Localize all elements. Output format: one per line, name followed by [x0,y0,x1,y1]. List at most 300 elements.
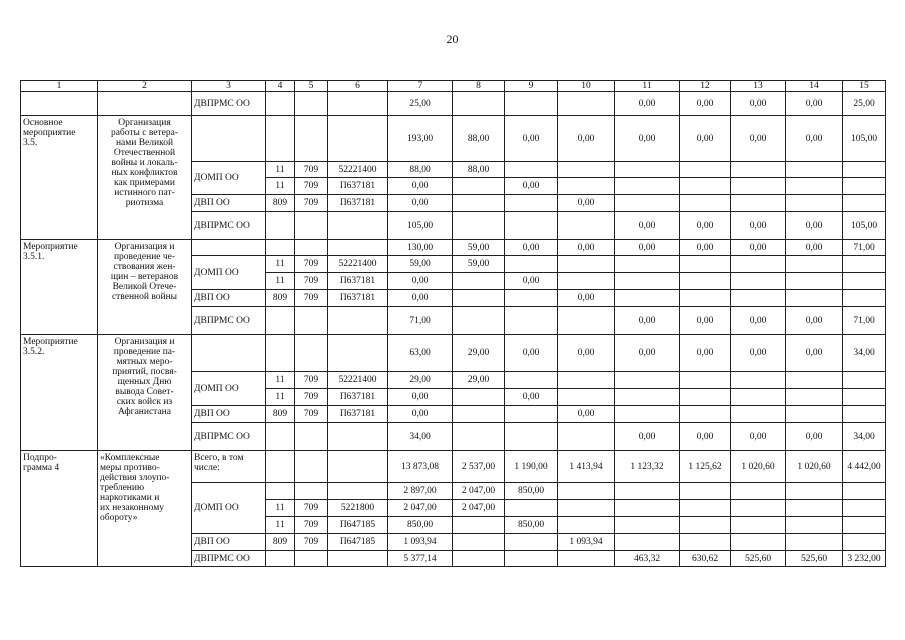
code-cell: 809 [266,534,295,551]
value-cell: 2 047,00 [388,500,453,517]
empty-cell [680,483,731,500]
empty-cell [505,92,558,116]
empty-cell [680,273,731,290]
column-header: 11 [615,81,680,92]
value-cell: 2 047,00 [453,500,505,517]
empty-cell [295,307,328,335]
empty-cell [453,534,505,551]
empty-cell [558,423,615,451]
value-cell: 0,00 [786,116,843,162]
empty-cell [786,290,843,307]
funding-source: ДВП ОО [192,406,266,423]
empty-cell [786,195,843,212]
measure-id [21,116,98,240]
code-cell: 11 [266,256,295,273]
empty-cell [680,389,731,406]
funding-source: ДВПРМС ОО [192,92,266,116]
empty-cell [843,178,886,195]
code-cell: П637181 [328,389,388,406]
empty-cell [786,517,843,534]
value-cell: 5 377,14 [388,551,453,567]
code-cell: 709 [295,372,328,389]
empty-cell [453,517,505,534]
multiline-text: «Комплексные меры противо- действия злоупо- треблению наркотиками и их незаконному обороту» [100,453,170,523]
value-cell: 105,00 [843,116,886,162]
value-cell: 0,00 [731,240,786,256]
value-cell: 0,00 [388,389,453,406]
value-cell: 3 232,00 [843,551,886,567]
code-cell: 11 [266,500,295,517]
value-cell: 0,00 [558,406,615,423]
empty-cell [295,451,328,483]
empty-cell [328,451,388,483]
value-cell: 850,00 [505,483,558,500]
empty-cell [680,162,731,178]
column-header: 13 [731,81,786,92]
value-cell: 1 020,60 [786,451,843,483]
column-header: 4 [266,81,295,92]
empty-cell [731,517,786,534]
empty-cell [266,116,295,162]
column-header: 15 [843,81,886,92]
table-row [21,240,886,256]
funding-source: ДВПРМС ОО [192,551,266,567]
value-cell: 88,00 [453,162,505,178]
empty-cell [615,500,680,517]
empty-cell [453,195,505,212]
value-cell: 0,00 [388,178,453,195]
empty-cell [328,335,388,372]
empty-cell [328,240,388,256]
empty-cell [328,551,388,567]
value-cell: 25,00 [843,92,886,116]
value-cell: 29,00 [388,372,453,389]
empty-cell [505,500,558,517]
empty-cell [328,423,388,451]
table-row [21,81,886,92]
value-cell: 0,00 [558,240,615,256]
empty-cell [328,307,388,335]
empty-cell [786,256,843,273]
empty-cell [615,517,680,534]
empty-cell [615,256,680,273]
code-cell: 11 [266,372,295,389]
page-number: 20 [446,32,459,46]
table-row [21,335,886,372]
table-row [21,116,886,162]
empty-cell [558,372,615,389]
funding-source: ДВПРМС ОО [192,423,266,451]
value-cell: 0,00 [558,290,615,307]
value-cell: 0,00 [731,212,786,240]
empty-cell [328,92,388,116]
code-cell: 52221400 [328,162,388,178]
empty-cell [266,551,295,567]
empty-cell [731,406,786,423]
empty-cell [505,256,558,273]
value-cell: 0,00 [505,116,558,162]
column-header: 8 [453,81,505,92]
measure-title [98,335,192,451]
empty-cell [266,307,295,335]
value-cell: 2 537,00 [453,451,505,483]
empty-cell [266,92,295,116]
column-header: 2 [98,81,192,92]
table-row [21,451,886,483]
empty-cell [453,389,505,406]
code-cell: 11 [266,517,295,534]
empty-cell [731,534,786,551]
measure-id [21,240,98,335]
value-cell: 193,00 [388,116,453,162]
value-cell: 630,62 [680,551,731,567]
value-cell: 59,00 [453,256,505,273]
empty-cell [558,178,615,195]
subprogram-title [98,451,192,567]
value-cell: 0,00 [680,116,731,162]
empty-cell [843,256,886,273]
empty-cell [615,178,680,195]
column-header: 14 [786,81,843,92]
empty-cell [558,212,615,240]
code-cell: 11 [266,389,295,406]
value-cell: 0,00 [615,335,680,372]
empty-cell [558,307,615,335]
value-cell: 1 190,00 [505,451,558,483]
empty-cell [615,483,680,500]
code-cell: 709 [295,162,328,178]
value-cell: 850,00 [505,517,558,534]
empty-cell [680,500,731,517]
value-cell: 0,00 [786,212,843,240]
empty-cell [786,406,843,423]
code-cell: 709 [295,290,328,307]
empty-cell [843,389,886,406]
value-cell: 0,00 [615,116,680,162]
multiline-text: Подпро- грамма 4 [23,453,60,473]
value-cell: 1 125,62 [680,451,731,483]
value-cell: 0,00 [731,307,786,335]
value-cell: 13 873,08 [388,451,453,483]
value-cell: 0,00 [731,116,786,162]
empty-cell [731,500,786,517]
code-cell: 809 [266,406,295,423]
value-cell: 525,60 [786,551,843,567]
measure-title [98,240,192,335]
code-cell: 709 [295,273,328,290]
empty-cell [192,240,266,256]
code-cell: П637181 [328,290,388,307]
empty-cell [843,483,886,500]
code-cell: 52221400 [328,372,388,389]
empty-cell [505,290,558,307]
value-cell: 0,00 [615,212,680,240]
empty-cell [453,423,505,451]
value-cell: 0,00 [505,335,558,372]
code-cell: 11 [266,273,295,290]
empty-cell [266,212,295,240]
value-cell: 105,00 [843,212,886,240]
empty-cell [505,307,558,335]
multiline-text: Основное мероприятие 3.5. [23,118,76,148]
empty-cell [615,534,680,551]
multiline-text: Мероприятие 3.5.1. [23,242,78,262]
empty-cell [453,212,505,240]
table-row [21,92,886,116]
empty-cell [266,451,295,483]
empty-cell [731,483,786,500]
empty-cell [453,307,505,335]
empty-cell [453,406,505,423]
empty-cell [328,212,388,240]
value-cell: 0,00 [680,240,731,256]
value-cell: 0,00 [731,335,786,372]
value-cell: 59,00 [453,240,505,256]
subprogram-id [21,451,98,567]
code-cell: 5221800 [328,500,388,517]
empty-cell [505,406,558,423]
empty-cell [98,92,192,116]
empty-cell [680,534,731,551]
value-cell: 0,00 [505,389,558,406]
empty-cell [505,195,558,212]
empty-cell [615,406,680,423]
code-cell: 709 [295,517,328,534]
multiline-text: Организация работы с ветера- нами Великой Отечественной войны и локаль- ных конфликтов как примерами истинного пат- риотизма [110,118,179,208]
code-cell: П637181 [328,195,388,212]
value-cell: 0,00 [388,195,453,212]
funding-source: ДВПРМС ОО [192,307,266,335]
empty-cell [843,534,886,551]
code-cell: 809 [266,290,295,307]
value-cell: 463,32 [615,551,680,567]
empty-cell [680,372,731,389]
empty-cell [295,116,328,162]
value-cell: 1 020,60 [731,451,786,483]
empty-cell [786,534,843,551]
empty-cell [266,335,295,372]
column-header: 6 [328,81,388,92]
value-cell: 4 442,00 [843,451,886,483]
code-cell: 709 [295,389,328,406]
empty-cell [786,273,843,290]
column-header: 7 [388,81,453,92]
funding-source: ДВПРМС ОО [192,212,266,240]
value-cell: 0,00 [680,335,731,372]
funding-source: ДВП ОО [192,290,266,307]
empty-cell [680,406,731,423]
empty-cell [453,290,505,307]
empty-cell [505,162,558,178]
empty-cell [558,551,615,567]
code-cell: П647185 [328,517,388,534]
empty-cell [731,256,786,273]
value-cell: 34,00 [843,423,886,451]
code-cell: 709 [295,178,328,195]
value-cell: 0,00 [731,92,786,116]
column-header: 1 [21,81,98,92]
value-cell: 29,00 [453,335,505,372]
value-cell: 88,00 [453,116,505,162]
empty-cell [295,335,328,372]
empty-cell [615,195,680,212]
value-cell: 105,00 [388,212,453,240]
value-cell: 29,00 [453,372,505,389]
value-cell: 0,00 [786,240,843,256]
empty-cell [786,500,843,517]
code-cell: 709 [295,500,328,517]
value-cell: 0,00 [680,92,731,116]
empty-cell [731,372,786,389]
code-cell: П637181 [328,406,388,423]
empty-cell [505,534,558,551]
value-cell: 130,00 [388,240,453,256]
value-cell: 34,00 [388,423,453,451]
empty-cell [843,162,886,178]
measure-title [98,116,192,240]
column-header: 5 [295,81,328,92]
value-cell: 1 093,94 [388,534,453,551]
empty-cell [731,273,786,290]
value-cell: 63,00 [388,335,453,372]
empty-cell [558,500,615,517]
empty-cell [453,92,505,116]
empty-cell [615,290,680,307]
empty-cell [295,212,328,240]
empty-cell [680,195,731,212]
empty-cell [295,240,328,256]
value-cell: 0,00 [680,307,731,335]
empty-cell [731,178,786,195]
code-cell: 11 [266,162,295,178]
column-header: 3 [192,81,266,92]
value-cell: 0,00 [615,307,680,335]
value-cell: 71,00 [388,307,453,335]
empty-cell [731,290,786,307]
empty-cell [558,517,615,534]
empty-cell [328,116,388,162]
value-cell: 0,00 [786,423,843,451]
value-cell: 2 897,00 [388,483,453,500]
empty-cell [558,483,615,500]
value-cell: 88,00 [388,162,453,178]
empty-cell [843,500,886,517]
empty-cell [21,92,98,116]
empty-cell [615,372,680,389]
empty-cell [615,162,680,178]
empty-cell [453,178,505,195]
multiline-text: Всего, в том числе: [194,453,244,473]
value-cell: 1 413,94 [558,451,615,483]
empty-cell [558,273,615,290]
value-cell: 0,00 [558,335,615,372]
code-cell: 709 [295,256,328,273]
empty-cell [266,423,295,451]
empty-cell [295,483,328,500]
empty-cell [295,423,328,451]
empty-cell [266,240,295,256]
empty-cell [731,389,786,406]
value-cell: 0,00 [505,273,558,290]
value-cell: 0,00 [786,335,843,372]
code-cell: 709 [295,406,328,423]
funding-source: ДВП ОО [192,195,266,212]
empty-cell [843,290,886,307]
value-cell: 0,00 [680,423,731,451]
code-cell: 709 [295,534,328,551]
empty-cell [786,372,843,389]
value-cell: 0,00 [615,423,680,451]
empty-cell [843,372,886,389]
code-cell: П637181 [328,273,388,290]
empty-cell [786,162,843,178]
value-cell: 0,00 [505,240,558,256]
empty-cell [731,162,786,178]
empty-cell [843,517,886,534]
empty-cell [505,423,558,451]
code-cell: 809 [266,195,295,212]
code-cell: 52221400 [328,256,388,273]
empty-cell [192,116,266,162]
empty-cell [786,178,843,195]
value-cell: 1 093,94 [558,534,615,551]
multiline-text: Мероприятие 3.5.2. [23,337,78,357]
value-cell: 71,00 [843,240,886,256]
empty-cell [558,256,615,273]
value-cell: 0,00 [786,92,843,116]
code-cell: 11 [266,178,295,195]
value-cell: 34,00 [843,335,886,372]
value-cell: 525,60 [731,551,786,567]
funding-source: ДОМП ОО [192,162,266,195]
column-header: 10 [558,81,615,92]
empty-cell [505,551,558,567]
empty-cell [453,273,505,290]
value-cell: 0,00 [505,178,558,195]
value-cell: 59,00 [388,256,453,273]
funding-source: ДОМП ОО [192,256,266,290]
empty-cell [558,92,615,116]
value-cell: 0,00 [388,290,453,307]
value-cell: 0,00 [786,307,843,335]
multiline-text: Организация и проведение па- мятных меро- приятий, посвя- щенных Дню вывода Совет- ских войск из Афганистана [112,337,177,417]
empty-cell [680,290,731,307]
value-cell: 0,00 [558,116,615,162]
value-cell: 2 047,00 [453,483,505,500]
empty-cell [558,389,615,406]
column-header: 12 [680,81,731,92]
empty-cell [615,273,680,290]
funding-source: ДОМП ОО [192,372,266,406]
value-cell: 0,00 [615,92,680,116]
empty-cell [680,256,731,273]
empty-cell [680,178,731,195]
empty-cell [505,212,558,240]
empty-cell [328,483,388,500]
empty-cell [786,483,843,500]
value-cell: 25,00 [388,92,453,116]
empty-cell [615,389,680,406]
code-cell: 709 [295,195,328,212]
empty-cell [558,162,615,178]
empty-cell [843,406,886,423]
value-cell: 0,00 [388,406,453,423]
empty-cell [453,551,505,567]
value-cell: 71,00 [843,307,886,335]
value-cell: 850,00 [388,517,453,534]
empty-cell [192,335,266,372]
multiline-text: Организация и проведение че- ствования жен- щин – ветеранов Великой Отече- ственной войны [110,242,179,302]
